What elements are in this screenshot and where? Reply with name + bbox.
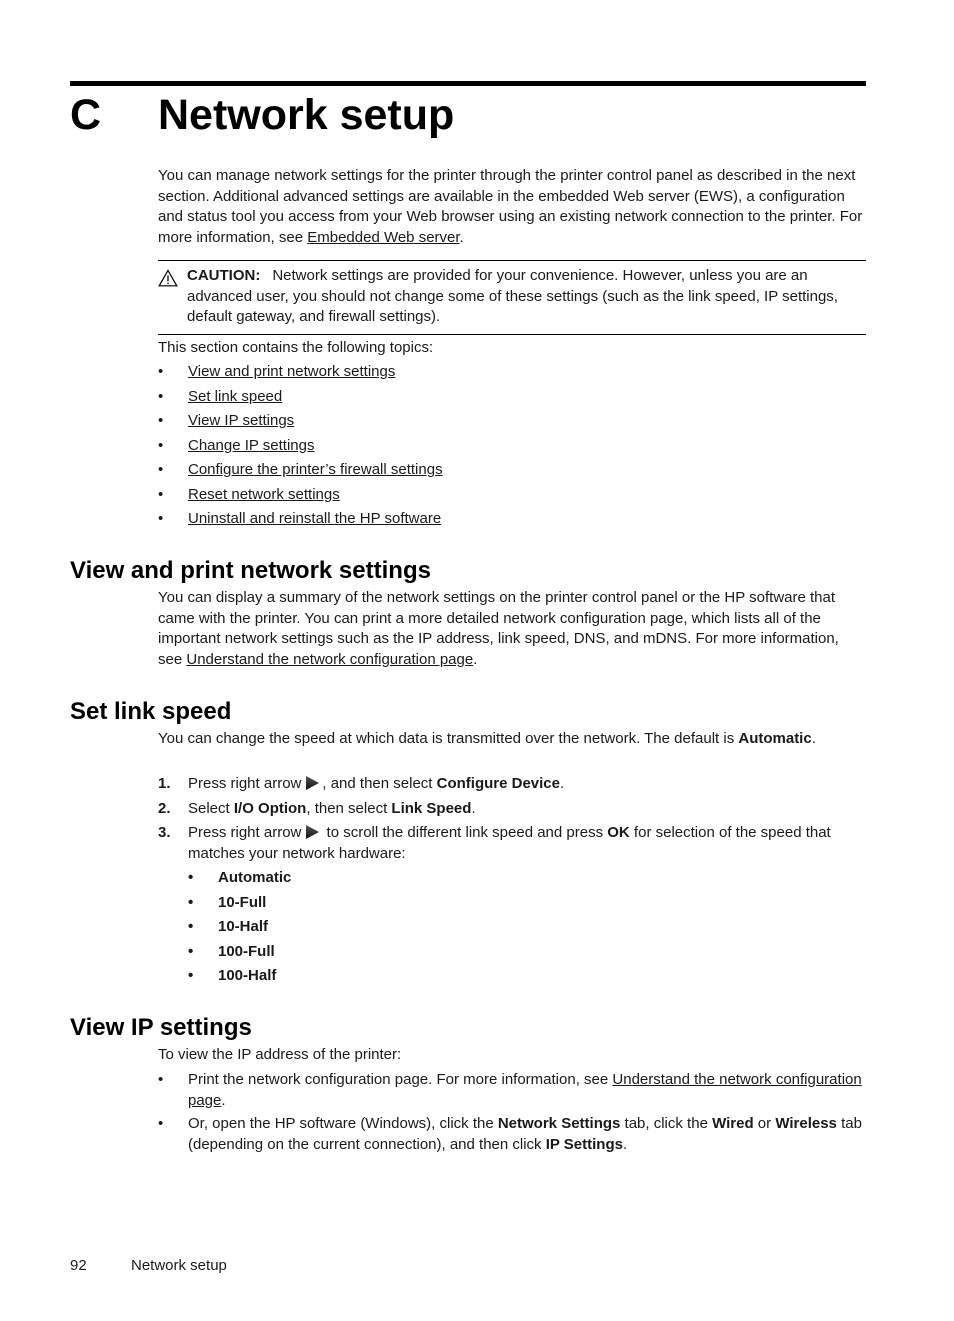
list-item-text: or (753, 1115, 776, 1132)
bullet: • (188, 942, 194, 960)
bullet: • (188, 869, 194, 886)
list-item-bold: IP Settings (545, 1135, 623, 1153)
bullet: • (158, 387, 164, 405)
embedded-web-server-link[interactable]: Embedded Web server (307, 228, 460, 246)
step-bold: Link Speed (391, 799, 472, 817)
speed-option (188, 893, 866, 918)
footer-title: Network setup (131, 1257, 227, 1274)
speed-option (188, 868, 866, 893)
topic-link-view-print[interactable]: View and print network settings (188, 363, 396, 380)
warning-triangle-icon (158, 269, 178, 287)
chapter-letter: C (70, 91, 102, 139)
topic-item (158, 460, 866, 485)
caution-box (158, 260, 866, 335)
speed-option-label: 100-Full (218, 942, 275, 960)
bullet: • (158, 412, 164, 429)
link-speed-paragraph (158, 729, 866, 750)
bullet: • (158, 461, 164, 478)
topic-item (158, 509, 866, 534)
view-print-end: . (473, 650, 478, 668)
topic-item (158, 362, 866, 387)
speed-option (188, 966, 866, 991)
step-number: 1. (158, 775, 171, 792)
bullet: • (188, 918, 194, 935)
caution-body: Network settings are provided for your convenience. However, unless you are an advanced user, you should not change some of these settings (such as the link speed, IP settings, default gateway, and firewall settings). (187, 267, 838, 325)
list-item-text: tab, click the (620, 1115, 713, 1132)
topic-link-view-ip[interactable]: View IP settings (188, 412, 295, 429)
heading-set-link-speed: Set link speed (70, 698, 232, 725)
list-item-text: Print the network configuration page. For more information, see (188, 1071, 613, 1088)
bullet: • (158, 485, 164, 503)
list-item-end: . (221, 1091, 226, 1109)
speed-option (188, 942, 866, 967)
view-print-text: You can display a summary of the network settings on the printer control panel or the HP software that came with the printer. You can print a more detailed network configuration page, which lists all of the important network settings such as the IP address, link speed, DNS, and mDNS. For more information, see (158, 589, 839, 668)
speed-option-label: 10-Half (218, 918, 269, 935)
intro-paragraph (158, 166, 866, 248)
topic-link-reset[interactable]: Reset network settings (188, 485, 340, 503)
topic-item (158, 387, 866, 412)
view-ip-list (158, 1070, 866, 1155)
bullet: • (188, 893, 194, 911)
link-speed-steps (158, 774, 866, 864)
step-text: Select (188, 799, 234, 817)
right-arrow-icon (305, 824, 320, 840)
step-number: 2. (158, 799, 171, 817)
network-config-page-link[interactable]: Understand the network configuration page (186, 650, 474, 668)
topic-link-set-link-speed[interactable]: Set link speed (188, 387, 283, 405)
link-speed-default: Automatic (738, 730, 812, 747)
chapter-title: Network setup (158, 91, 455, 139)
list-item-text: Or, open the HP software (Windows), click the (188, 1115, 498, 1132)
link-speed-text: You can change the speed at which data is transmitted over the network. The default is (158, 730, 739, 747)
footer-page-number: 92 (70, 1257, 87, 1274)
topics-intro: This section contains the following topics: (158, 339, 434, 356)
speed-option-label: Automatic (218, 869, 292, 886)
intro-text: You can manage network settings for the printer through the printer control panel as described in the next section. Additional advanced settings are available in the embedded Web server (EWS), a configuration and status tool you access from your Web browser using an existing network connection to the printer. For more information, see (158, 167, 863, 246)
step-text: to scroll the different link speed and press (322, 824, 608, 841)
link-speed-options (188, 868, 866, 991)
step-text: . (471, 799, 476, 817)
link-speed-end: . (811, 730, 816, 747)
list-item-text: . (622, 1135, 628, 1153)
list-item (158, 1070, 866, 1114)
step-text: for selection of the speed that matches your network hardware: (188, 824, 831, 862)
topic-link-firewall[interactable]: Configure the printer’s firewall settings (188, 461, 443, 478)
speed-option-label: 10-Full (218, 893, 267, 911)
bullet: • (158, 363, 164, 380)
topic-item (158, 485, 866, 510)
topic-item (158, 436, 866, 461)
bullet: • (158, 510, 164, 527)
list-item-bold: Wireless (775, 1115, 837, 1132)
step-item (158, 774, 866, 799)
chapter-top-rule (70, 81, 866, 86)
topic-link-uninstall[interactable]: Uninstall and reinstall the HP software (188, 510, 442, 527)
topic-item (158, 411, 866, 436)
step-item (158, 823, 866, 864)
list-item (158, 1114, 866, 1155)
network-config-page-link[interactable]: Understand the network configuration page (188, 1071, 862, 1109)
step-item (158, 799, 866, 824)
step-text: . (560, 775, 565, 792)
heading-view-ip: View IP settings (70, 1014, 252, 1041)
step-bold: I/O Option (233, 799, 307, 817)
bullet: • (158, 1115, 164, 1132)
step-text: , then select (306, 799, 392, 817)
topics-list (158, 362, 866, 534)
speed-option-label: 100-Half (218, 967, 277, 984)
step-bold: OK (607, 824, 630, 841)
step-text: , and then select (322, 775, 437, 792)
view-print-paragraph (158, 588, 866, 670)
right-arrow-icon (305, 775, 320, 791)
step-number: 3. (158, 824, 171, 841)
caution-label: CAUTION: (187, 267, 261, 284)
step-text: Press right arrow (188, 824, 302, 841)
view-ip-intro: To view the IP address of the printer: (158, 1046, 402, 1063)
step-bold: Configure Device (436, 775, 560, 792)
bullet: • (158, 436, 164, 454)
step-text: Press right arrow (188, 775, 302, 792)
intro-end: . (459, 228, 464, 246)
topic-link-change-ip[interactable]: Change IP settings (188, 436, 315, 454)
caution-text (187, 266, 866, 328)
list-item-text: tab (depending on the current connection), and then click (188, 1115, 862, 1153)
list-item-bold: Network Settings (497, 1115, 621, 1132)
bullet: • (188, 967, 194, 984)
list-item-bold: Wired (712, 1115, 754, 1132)
heading-view-print: View and print network settings (70, 557, 431, 584)
bullet: • (158, 1071, 164, 1088)
speed-option (188, 917, 866, 942)
